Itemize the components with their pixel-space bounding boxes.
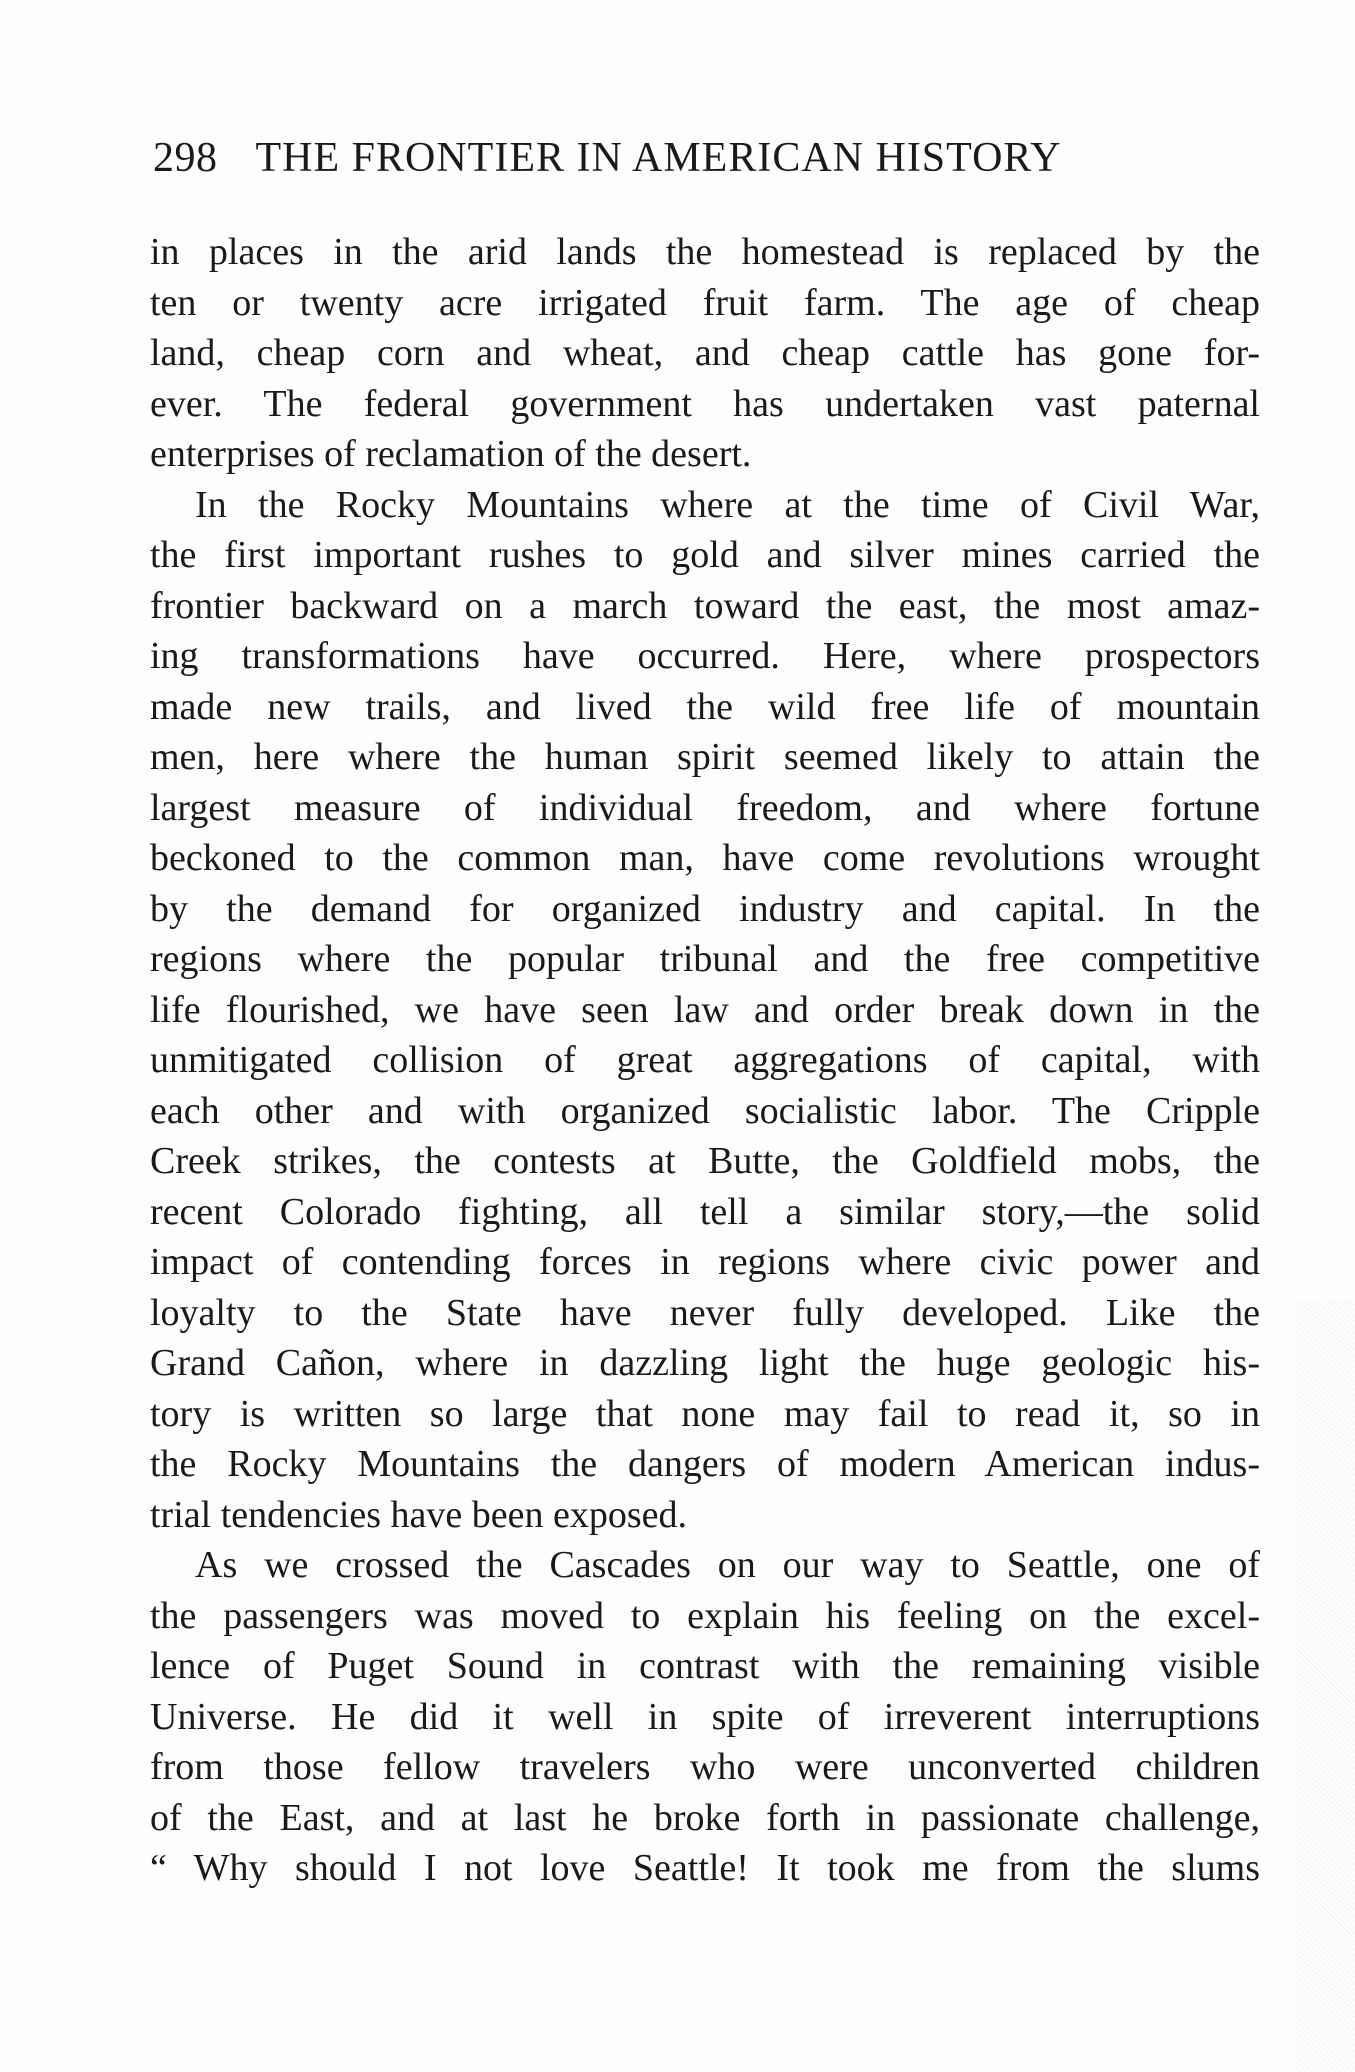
text-line: in places in the arid lands the homestead is replaced by the: [150, 231, 1260, 273]
text-line: ever. The federal government has undertaken vast paternal: [150, 382, 1260, 425]
text-line: the first important rushes to gold and silver mines carried the: [150, 534, 1260, 576]
text-line: unmitigated collision of great aggregations of capital, with: [150, 1039, 1260, 1081]
text-line: frontier backward on a march toward the east, the most amaz-: [150, 584, 1260, 627]
text-line: tory is written so large that none may fail to read it, so in: [150, 1392, 1260, 1435]
text-line: ten or twenty acre irrigated fruit farm. The age of cheap: [150, 281, 1260, 324]
text-line: beckoned to the common man, have come revolutions wrought: [150, 837, 1260, 879]
text-line: lence of Puget Sound in contrast with the remaining visible: [150, 1645, 1260, 1687]
text-line: regions where the popular tribunal and the free competitive: [150, 938, 1260, 980]
text-line: largest measure of individual freedom, and where fortune: [150, 786, 1260, 829]
text-line: enterprises of reclamation of the desert.: [150, 433, 752, 475]
body-text: [150, 227, 1260, 1894]
text-line: the Rocky Mountains the dangers of modern American indus-: [150, 1443, 1260, 1485]
text-line: Grand Cañon, where in dazzling light the huge geologic his-: [150, 1342, 1260, 1384]
text-line: trial tendencies have been exposed.: [150, 1493, 688, 1536]
text-line: In the Rocky Mountains where at the time of Civil War,: [195, 483, 1260, 526]
text-line: recent Colorado fighting, all tell a similar story,—the solid: [150, 1190, 1260, 1233]
text-line: the passengers was moved to explain his feeling on the excel-: [150, 1594, 1260, 1637]
text-line: impact of contending forces in regions where civic power and: [150, 1241, 1260, 1283]
text-line: each other and with organized socialistic labor. The Cripple: [150, 1089, 1260, 1132]
text-line: by the demand for organized industry and capital. In the: [150, 887, 1260, 930]
text-line: “ Why should I not love Seattle! It took me from the slums: [150, 1847, 1260, 1889]
text-line: men, here where the human spirit seemed likely to attain the: [150, 736, 1260, 778]
paragraph-3: [150, 1540, 1260, 1894]
text-line: of the East, and at last he broke forth in passionate challenge,: [150, 1796, 1260, 1839]
paragraph-1: [150, 227, 1260, 480]
text-line: life flourished, we have seen law and order break down in the: [150, 988, 1260, 1031]
text-line: made new trails, and lived the wild free life of mountain: [150, 685, 1260, 728]
text-line: Universe. He did it well in spite of irreverent interruptions: [150, 1695, 1260, 1738]
page-edge-texture: [1295, 1300, 1355, 2072]
running-head: [153, 130, 1258, 186]
page-number: 298: [153, 135, 218, 181]
text-line: As we crossed the Cascades on our way to Seattle, one of: [195, 1544, 1260, 1586]
text-line: ing transformations have occurred. Here, where prospectors: [150, 635, 1260, 677]
paragraph-2: [150, 480, 1260, 1541]
text-line: loyalty to the State have never fully developed. Like the: [150, 1291, 1260, 1334]
text-line: Creek strikes, the contests at Butte, the Goldfield mobs, the: [150, 1140, 1260, 1182]
text-line: from those fellow travelers who were unconverted children: [150, 1746, 1260, 1788]
running-title: THE FRONTIER IN AMERICAN HISTORY: [255, 135, 1062, 181]
text-line: land, cheap corn and wheat, and cheap cattle has gone for-: [150, 332, 1260, 374]
